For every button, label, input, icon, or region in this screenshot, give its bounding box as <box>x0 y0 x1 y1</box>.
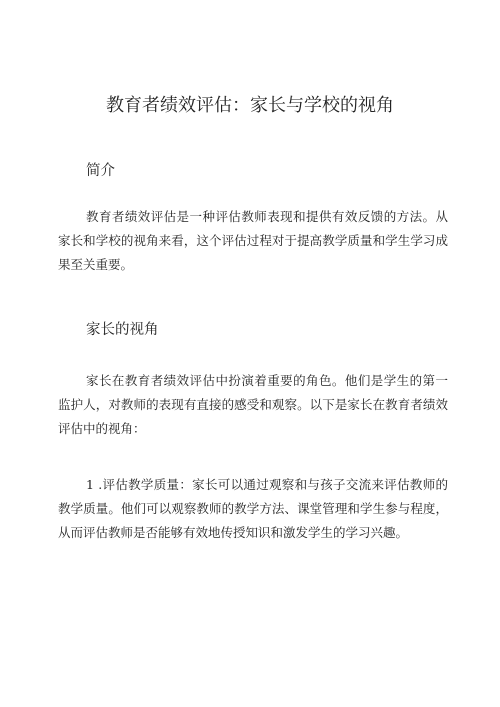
list-item-teaching-quality: 1 .评估教学质量：家长可以通过观察和与孩子交流来评估教师的教学质量。他们可以观察教师的教学方法、课堂管理和学生参与程度，从而评估教师是否能够有效地传授知识和激发学生的学习兴趣。 <box>58 477 448 540</box>
section-heading-intro: 简介 <box>86 163 115 179</box>
paragraph-intro: 教育者绩效评估是一种评估教师表现和提供有效反馈的方法。从家长和学校的视角来看，这个评估过程对于提高教学质量和学生学习成果至关重要。 <box>58 209 448 272</box>
section-heading-parent-perspective: 家长的视角 <box>86 322 159 338</box>
paragraph-parent-perspective: 家长在教育者绩效评估中扮演着重要的角色。他们是学生的第一监护人，对教师的表现有直接的感受和观察。以下是家长在教育者绩效评估中的视角： <box>58 373 448 436</box>
page-title: 教育者绩效评估：家长与学校的视角 <box>106 95 394 116</box>
